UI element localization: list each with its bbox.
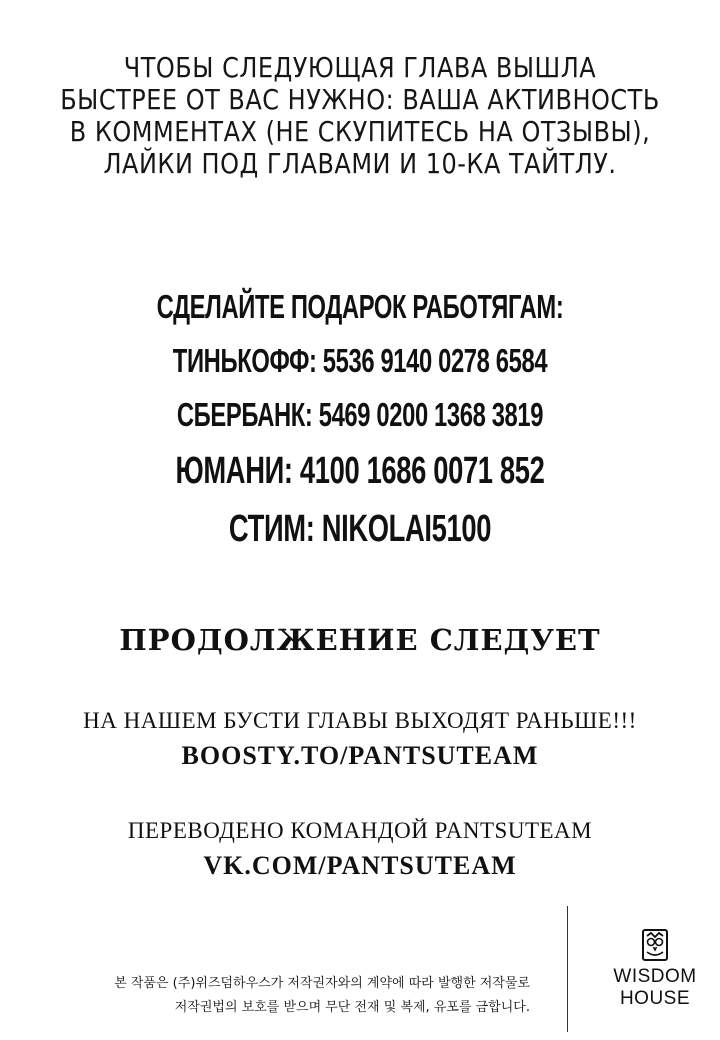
donation-yoomoney: ЮМАНИ: 4100 1686 0071 852 — [175, 450, 545, 492]
copyright-line-1: 본 작품은 (주)위즈덤하우스가 저작권자와의 계약에 따라 발행한 저작물로 — [114, 976, 530, 991]
publisher-logo — [600, 928, 710, 1010]
copyright-line-2: 저작권법의 보호를 받으며 무단 전재 및 복제, 유포를 금합니다. — [174, 1000, 530, 1015]
intro-line-4: ЛАЙКИ ПОД ГЛАВАМИ И 10-КА ТАЙТЛУ. — [103, 147, 617, 181]
intro-text — [0, 52, 720, 180]
donation-tinkoff: ТИНЬКОФФ: 5536 9140 0278 6584 — [172, 342, 548, 379]
copyright-notice — [20, 972, 530, 1020]
to-be-continued-title: ПРОДОЛЖЕНИЕ СЛЕДУЕТ — [119, 623, 601, 657]
donation-block — [0, 280, 720, 558]
vk-section — [0, 814, 720, 884]
donation-heading: СДЕЛАЙТЕ ПОДАРОК РАБОТЯГАМ: — [156, 288, 564, 325]
intro-line-1: ЧТОБЫ СЛЕДУЮЩАЯ ГЛАВА ВЫШЛА — [123, 51, 597, 85]
boosty-section — [0, 704, 720, 774]
logo-line-2: HOUSE — [619, 988, 691, 1009]
to-be-continued — [0, 618, 720, 662]
footer-divider — [567, 906, 568, 1032]
vk-link[interactable]: VK.COM/PANTSUTEAM — [203, 851, 517, 880]
boosty-note: НА НАШЕМ БУСТИ ГЛАВЫ ВЫХОДЯТ РАНЬШЕ!!! — [83, 708, 637, 733]
translator-credit: ПЕРЕВОДЕНО КОМАНДОЙ PANTSUTEAM — [127, 818, 593, 843]
donation-sberbank: СБЕРБАНК: 5469 0200 1368 3819 — [176, 396, 544, 433]
owl-icon — [641, 928, 669, 962]
logo-line-1: WISDOM — [613, 966, 697, 987]
boosty-link[interactable]: BOOSTY.TO/PANTSUTEAM — [181, 741, 539, 770]
donation-steam: СТИМ: NIKOLAI5100 — [228, 508, 492, 550]
intro-line-2: БЫСТРЕЕ ОТ ВАС НУЖНО: ВАША АКТИВНОСТЬ — [60, 83, 660, 117]
intro-line-3: В КОММЕНТАХ (НЕ СКУПИТЕСЬ НА ОТЗЫВЫ), — [69, 115, 651, 149]
